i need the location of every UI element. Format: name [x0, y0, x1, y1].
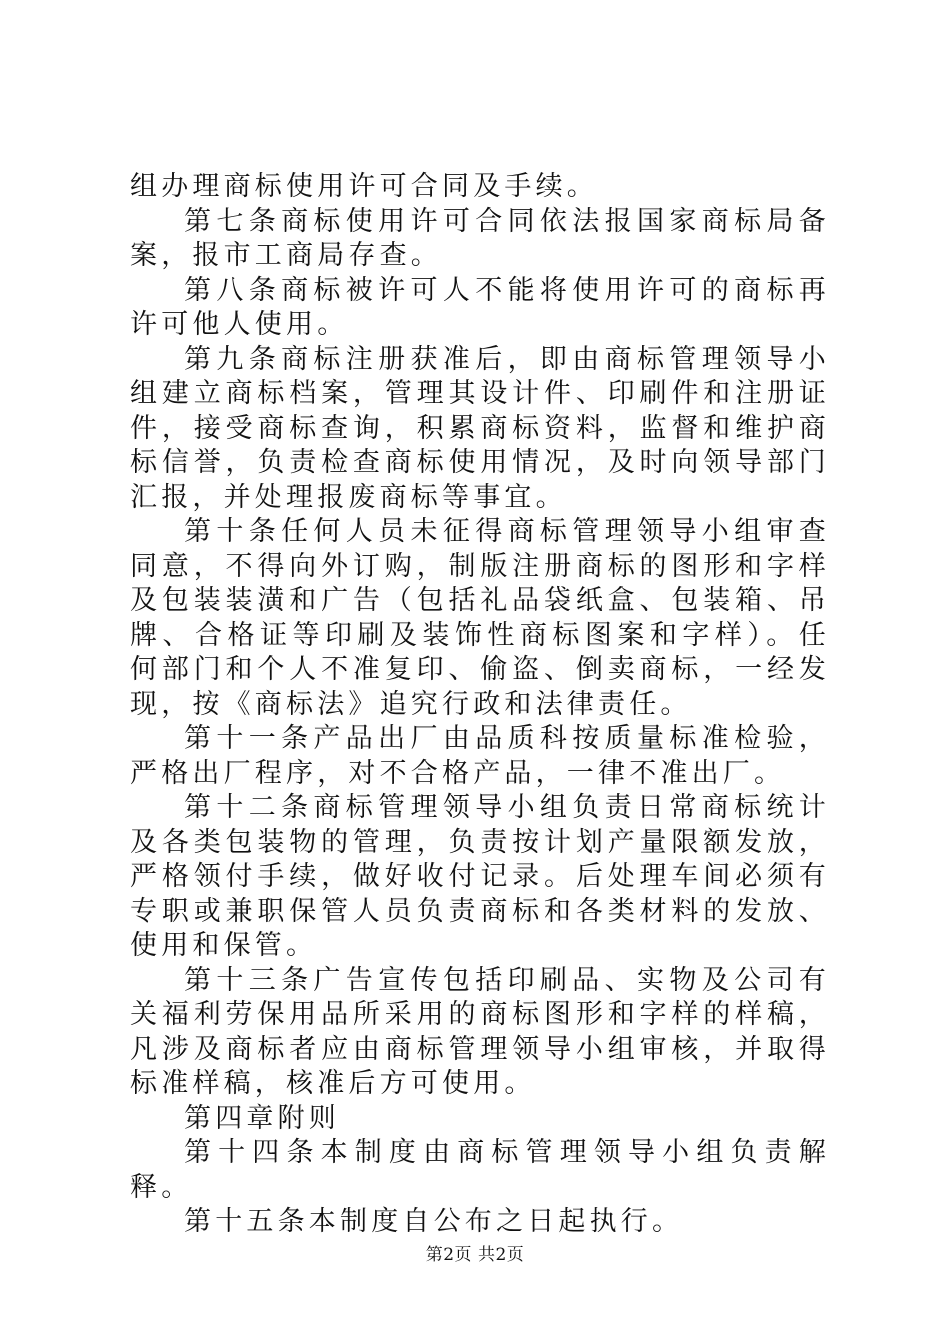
- page-number-footer: 第2页 共2页: [425, 1245, 525, 1265]
- paragraph-article-13: 第十三条广告宣传包括印刷品、实物及公司有关福利劳保用品所采用的商标图形和字样的样稿，凡涉及商标者应由商标管理领导小组审核，并取得标准样稿，核准后方可使用。: [130, 964, 830, 1099]
- paragraph-article-15: 第十五条本制度自公布之日起执行。: [184, 1206, 684, 1237]
- paragraph-article-8: 第八条商标被许可人不能将使用许可的商标再许可他人使用。: [130, 274, 830, 340]
- paragraph-article-12: 第十二条商标管理领导小组负责日常商标统计及各类包装物的管理，负责按计划产量限额发放，严格领付手续，做好收付记录。后处理车间必须有专职或兼职保管人员负责商标和各类材料的发放、使用和保管。: [130, 792, 830, 961]
- paragraph-continuation: 组办理商标使用许可合同及手续。: [130, 171, 598, 202]
- document-body: [130, 170, 830, 1240]
- paragraph-article-9: 第九条商标注册获准后，即由商标管理领导小组建立商标档案，管理其设计件、印刷件和注册证件，接受商标查询，积累商标资料，监督和维护商标信誉，负责检查商标使用情况，及时向领导部门汇报，并处理报废商标等事宜。: [130, 343, 830, 513]
- paragraph-article-10: 第十条任何人员未征得商标管理领导小组审查同意，不得向外订购，制版注册商标的图形和字样及包装装潢和广告（包括礼品袋纸盒、包装箱、吊牌、合格证等印刷及装饰性商标图案和字样）。任何部门和个人不准复印、偷盗、倒卖商标，一经发现，按《商标法》追究行政和法律责任。: [130, 516, 830, 720]
- paragraph-article-7: 第七条商标使用许可合同依法报国家商标局备案，报市工商局存查。: [130, 205, 830, 271]
- paragraph-article-11: 第十一条产品出厂由品质科按质量标准检验，严格出厂程序，对不合格产品，一律不准出厂。: [130, 723, 830, 789]
- chapter-heading: 第四章附则: [184, 1102, 340, 1134]
- paragraph-article-14: 第十四条本制度由商标管理领导小组负责解释。: [130, 1137, 830, 1203]
